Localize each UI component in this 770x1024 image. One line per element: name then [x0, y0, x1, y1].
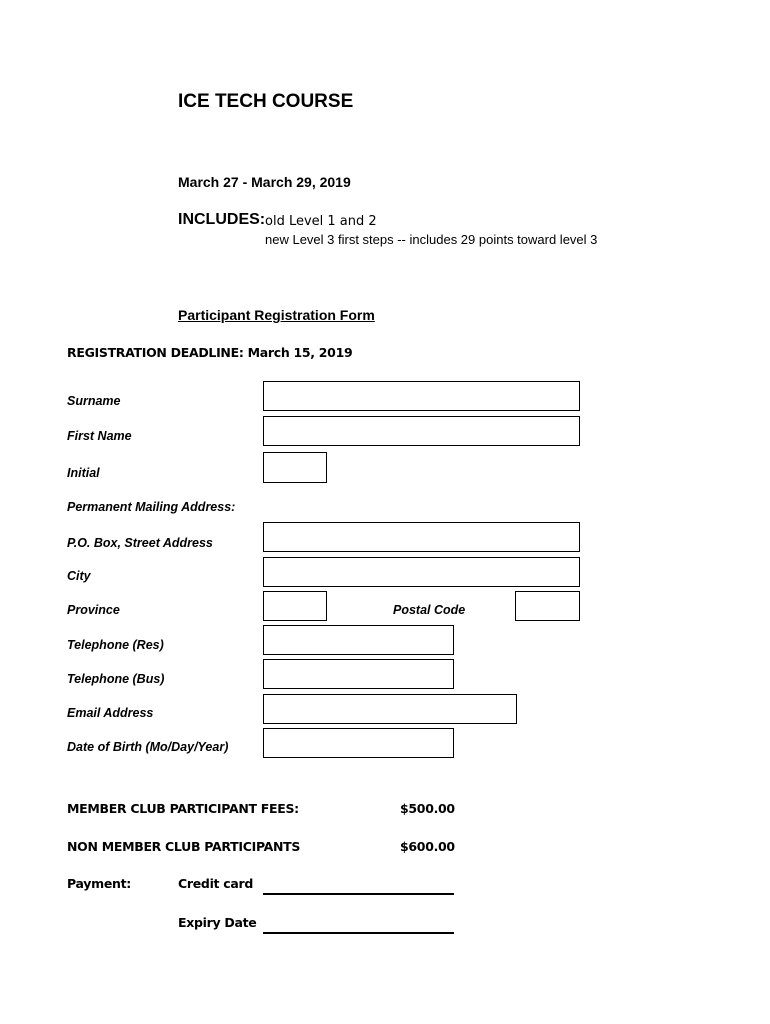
postal-code-field[interactable] [515, 591, 580, 621]
email-field[interactable] [263, 694, 517, 724]
payment-label: Payment: [67, 876, 132, 891]
street-address-label: P.O. Box, Street Address [67, 536, 213, 550]
non-member-fee-amount: $600.00 [400, 839, 455, 854]
city-label: City [67, 569, 91, 583]
province-field[interactable] [263, 591, 327, 621]
city-field[interactable] [263, 557, 580, 587]
surname-label: Surname [67, 394, 121, 408]
expiry-date-label: Expiry Date [178, 915, 257, 930]
telephone-bus-label: Telephone (Bus) [67, 672, 165, 686]
province-label: Province [67, 603, 120, 617]
page-title: ICE TECH COURSE [178, 91, 354, 112]
postal-code-label: Postal Code [393, 603, 466, 617]
includes-line-1: old Level 1 and 2 [265, 214, 377, 229]
initial-label: Initial [67, 466, 100, 480]
registration-deadline: REGISTRATION DEADLINE: March 15, 2019 [67, 345, 353, 360]
includes-label: INCLUDES: [178, 211, 266, 228]
credit-card-line[interactable] [263, 893, 454, 895]
street-address-field[interactable] [263, 522, 580, 552]
member-fee-amount: $500.00 [400, 801, 455, 816]
non-member-fee-label: NON MEMBER CLUB PARTICIPANTS [67, 839, 301, 854]
member-fee-label: MEMBER CLUB PARTICIPANT FEES: [67, 801, 299, 816]
expiry-date-line[interactable] [263, 932, 454, 934]
course-dates: March 27 - March 29, 2019 [178, 174, 351, 190]
dob-label: Date of Birth (Mo/Day/Year) [67, 740, 229, 754]
surname-field[interactable] [263, 381, 580, 411]
first-name-field[interactable] [263, 416, 580, 446]
telephone-res-field[interactable] [263, 625, 454, 655]
telephone-res-label: Telephone (Res) [67, 638, 164, 652]
dob-field[interactable] [263, 728, 454, 758]
credit-card-label: Credit card [178, 876, 254, 891]
initial-field[interactable] [263, 452, 327, 483]
mailing-address-heading: Permanent Mailing Address: [67, 500, 236, 514]
form-title: Participant Registration Form [178, 307, 375, 323]
first-name-label: First Name [67, 429, 132, 443]
telephone-bus-field[interactable] [263, 659, 454, 689]
email-label: Email Address [67, 706, 154, 720]
includes-line-2: new Level 3 first steps -- includes 29 points toward level 3 [265, 232, 598, 247]
